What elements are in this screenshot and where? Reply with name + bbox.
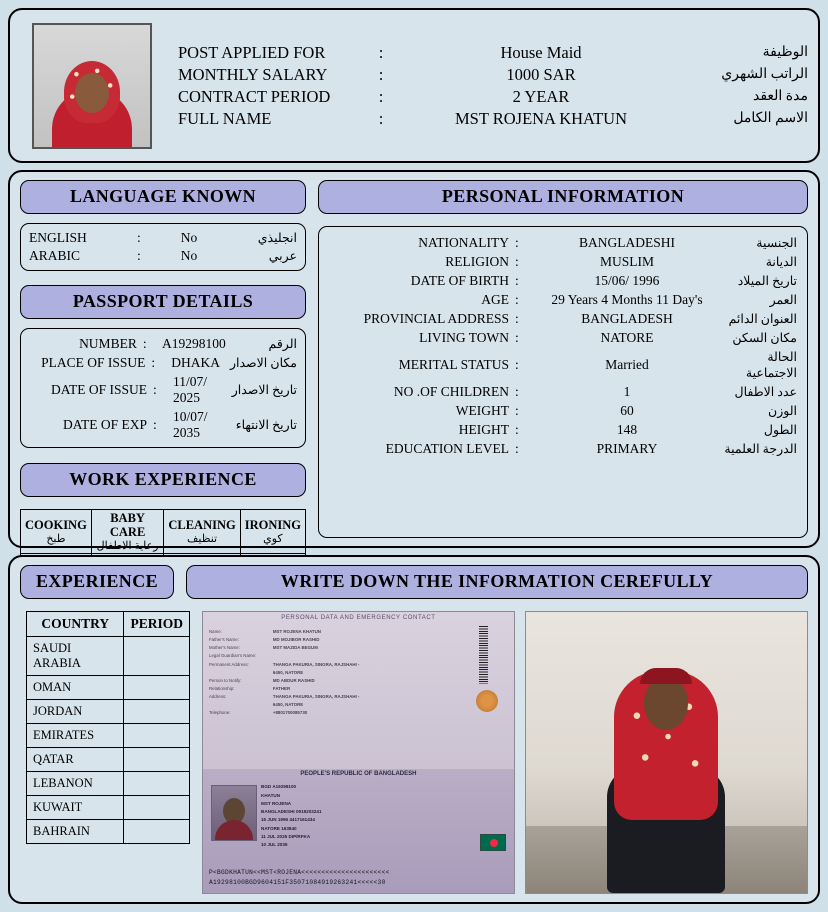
passport-details-title: PASSPORT DETAILS bbox=[20, 285, 306, 319]
header-row bbox=[178, 109, 808, 129]
post-applied-value: House Maid bbox=[500, 42, 582, 62]
passport-data-lines bbox=[261, 783, 508, 849]
country-cell: SAUDI ARABIA bbox=[27, 637, 124, 676]
colon: : bbox=[378, 108, 384, 128]
passport-data-line: MST ROJENA bbox=[261, 800, 292, 806]
table-row bbox=[27, 724, 190, 748]
table-row bbox=[27, 796, 190, 820]
children-label: NO .OF CHILDREN bbox=[393, 383, 509, 399]
write-down-title: WRITE DOWN THE INFORMATION CEREFULLY bbox=[186, 565, 808, 599]
col-country: COUNTRY bbox=[27, 612, 124, 637]
country-cell: QATAR bbox=[27, 748, 124, 772]
work-col-ironing: IRONING كوي bbox=[240, 510, 305, 554]
date-of-issue-label: DATE OF ISSUE bbox=[50, 381, 147, 397]
place-of-issue-value: DHAKA bbox=[171, 354, 221, 370]
experience-panel bbox=[8, 555, 820, 904]
date-of-exp-label: DATE OF EXP bbox=[62, 416, 147, 432]
scan-field: Mother's Name: MST MAZIDA BEGUM bbox=[209, 645, 318, 651]
colon: : bbox=[515, 272, 519, 288]
period-cell bbox=[124, 772, 190, 796]
colon: : bbox=[515, 440, 519, 456]
seal-icon bbox=[476, 690, 498, 712]
details-panel bbox=[8, 170, 820, 552]
colon: : bbox=[151, 354, 156, 370]
marital-status-arabic: الحالة الاجتماعية bbox=[745, 349, 797, 380]
period-cell bbox=[124, 748, 190, 772]
personal-information-title: PERSONAL INFORMATION bbox=[318, 180, 808, 214]
personal-row bbox=[329, 233, 797, 252]
colon: : bbox=[515, 234, 519, 250]
period-cell bbox=[124, 676, 190, 700]
age-value: 29 Years 4 Months 11 Day's bbox=[551, 291, 703, 307]
scan-field: Telephone: +8801700085730 bbox=[209, 710, 308, 716]
date-of-issue-value: 11/07/ 2025 bbox=[173, 373, 208, 405]
country-cell: EMIRATES bbox=[27, 724, 124, 748]
passport-data-line: BANGLADESHI 0919203241 bbox=[261, 809, 322, 815]
monthly-salary-label: MONTHLY SALARY bbox=[178, 64, 328, 84]
passport-scan-image bbox=[202, 611, 515, 894]
left-column bbox=[20, 180, 306, 552]
colon: : bbox=[378, 86, 384, 106]
col-period: PERIOD bbox=[124, 612, 190, 637]
english-arabic: انجليذي bbox=[257, 231, 297, 245]
personal-row bbox=[329, 309, 797, 328]
full-body-photo bbox=[525, 611, 808, 894]
language-known-title: LANGUAGE KNOWN bbox=[20, 180, 306, 214]
dob-value: 15/06/ 1996 bbox=[594, 272, 660, 288]
colon: : bbox=[137, 230, 141, 245]
country-cell: KUWAIT bbox=[27, 796, 124, 820]
children-value: 1 bbox=[623, 383, 631, 399]
weight-value: 60 bbox=[620, 402, 634, 418]
language-row bbox=[29, 229, 297, 247]
colon: : bbox=[515, 421, 519, 437]
country-cell: LEBANON bbox=[27, 772, 124, 796]
personal-row bbox=[329, 382, 797, 401]
full-name-arabic: الاسم الكامل bbox=[733, 111, 808, 126]
nationality-arabic: الجنسية bbox=[756, 235, 797, 250]
scan-field: Relationship: FATHER bbox=[209, 685, 291, 691]
passport-scan-top-title: PERSONAL DATA AND EMERGENCY CONTACT bbox=[281, 615, 436, 621]
colon: : bbox=[137, 248, 141, 263]
living-town-value: NATORE bbox=[600, 329, 654, 345]
personal-row bbox=[329, 328, 797, 347]
contract-period-label: CONTRACT PERIOD bbox=[178, 86, 331, 106]
arabic-value: No bbox=[180, 248, 198, 263]
passport-row bbox=[29, 353, 297, 372]
header-fields bbox=[178, 43, 808, 129]
post-applied-arabic: الوظيفة bbox=[762, 45, 808, 60]
work-col-cleaning: CLEANING تنظيف bbox=[164, 510, 240, 554]
passport-data-line: 10 JUL 2035 bbox=[261, 842, 288, 848]
dob-arabic: تاريخ الميلاد bbox=[737, 273, 797, 288]
passport-data-line: 11 JUL 2025 DIP/RFKA bbox=[261, 833, 311, 839]
living-town-label: LIVING TOWN bbox=[419, 329, 509, 345]
passport-data-line: 15 JUN 1996 4417161434 bbox=[261, 817, 315, 823]
personal-row bbox=[329, 439, 797, 458]
full-name-value: MST ROJENA KHATUN bbox=[454, 108, 628, 128]
period-cell bbox=[124, 820, 190, 844]
monthly-salary-value: 1000 SAR bbox=[506, 64, 576, 84]
passport-data-line: KHATUN bbox=[261, 792, 281, 798]
height-label: HEIGHT bbox=[458, 421, 509, 437]
full-name-label: FULL NAME bbox=[178, 108, 272, 128]
table-row bbox=[27, 637, 190, 676]
right-column bbox=[306, 180, 808, 538]
colon: : bbox=[515, 291, 519, 307]
document-images bbox=[202, 611, 808, 894]
arabic-arabic: عربي bbox=[268, 249, 297, 263]
passport-row bbox=[29, 407, 297, 442]
bangladesh-flag-icon bbox=[480, 834, 506, 851]
period-cell bbox=[124, 700, 190, 724]
post-applied-label: POST APPLIED FOR bbox=[178, 42, 326, 62]
passport-row bbox=[29, 372, 297, 407]
work-header-row bbox=[21, 510, 306, 554]
colon: : bbox=[378, 64, 384, 84]
language-row bbox=[29, 247, 297, 265]
date-of-issue-arabic: تاريخ الاصدار bbox=[231, 382, 297, 397]
colon: : bbox=[515, 329, 519, 345]
nationality-label: NATIONALITY bbox=[418, 234, 509, 250]
language-known-box bbox=[20, 223, 306, 271]
barcode-icon bbox=[479, 626, 488, 684]
passport-data-line: NATORE 163840 bbox=[261, 825, 297, 831]
children-arabic: عدد الاطفال bbox=[734, 384, 797, 399]
header-row bbox=[178, 43, 808, 63]
scan-field: Name: MST ROJENA KHATUN bbox=[209, 629, 321, 634]
table-row bbox=[27, 820, 190, 844]
table-row bbox=[27, 772, 190, 796]
date-of-exp-arabic: تاريخ الانتهاء bbox=[235, 417, 297, 432]
nationality-value: BANGLADESHI bbox=[579, 234, 675, 250]
religion-arabic: الديانة bbox=[765, 254, 797, 269]
provincial-address-label: PROVINCIAL ADDRESS bbox=[363, 310, 509, 326]
table-row bbox=[27, 676, 190, 700]
contract-period-value: 2 YEAR bbox=[512, 86, 570, 106]
scan-field: Father's Name: MD MOJIBOR RASHID bbox=[209, 637, 320, 643]
mrz-line-1: P<BGDKHATUN<<MST<ROJENA<<<<<<<<<<<<<<<<<<<<<< bbox=[209, 868, 390, 876]
personal-information-box bbox=[318, 226, 808, 538]
table-row bbox=[27, 700, 190, 724]
experience-body bbox=[20, 611, 808, 894]
scan-field: Person to Notify: MD ABDUR RASHID bbox=[209, 677, 315, 683]
age-label: AGE bbox=[481, 291, 509, 307]
period-cell bbox=[124, 796, 190, 820]
scan-field: Legal Guardian's Name: bbox=[209, 653, 257, 659]
mrz-line-2: A19298100BGD9604151F35071084919263241<<<<<30 bbox=[209, 879, 386, 887]
table-header-row bbox=[27, 612, 190, 637]
experience-headers bbox=[20, 565, 808, 599]
date-of-exp-value: 10/07/ 2035 bbox=[173, 408, 208, 440]
place-of-issue-arabic: مكان الاصدار bbox=[229, 355, 297, 370]
colon: : bbox=[515, 383, 519, 399]
period-cell bbox=[124, 637, 190, 676]
experience-table bbox=[26, 611, 190, 844]
personal-row bbox=[329, 347, 797, 382]
arabic-label: ARABIC bbox=[29, 248, 81, 263]
weight-label: WEIGHT bbox=[455, 402, 509, 418]
dob-label: DATE OF BIRTH bbox=[410, 272, 509, 288]
place-of-issue-label: PLACE OF ISSUE bbox=[41, 354, 146, 370]
provincial-address-arabic: العنوان الدائم bbox=[728, 311, 797, 326]
header-row bbox=[178, 65, 808, 85]
scan-field: Address: THANGA PAKURIA, SINGRA, RAJSHAHI - 6450, NATORE bbox=[209, 694, 360, 708]
religion-value: MUSLIM bbox=[599, 253, 654, 269]
monthly-salary-arabic: الراتب الشهري bbox=[721, 67, 808, 82]
passport-scan-fields bbox=[209, 628, 371, 718]
passport-number-value: A19298100 bbox=[161, 335, 226, 351]
work-experience-title: WORK EXPERIENCE bbox=[20, 463, 306, 497]
scan-field: Permanent Address: THANGA PAKURIA, SINGRA, RAJSHAHI - 6450, NATORE bbox=[209, 661, 360, 675]
personal-row bbox=[329, 290, 797, 309]
height-arabic: الطول bbox=[763, 422, 797, 437]
country-cell: BAHRAIN bbox=[27, 820, 124, 844]
header-row bbox=[178, 87, 808, 107]
passport-photo bbox=[211, 785, 257, 841]
passport-data-line: BGD A19298100 bbox=[261, 784, 297, 790]
period-cell bbox=[124, 724, 190, 748]
living-town-arabic: مكان السكن bbox=[732, 330, 797, 345]
passport-row bbox=[29, 334, 297, 353]
contract-period-arabic: مدة العقد bbox=[752, 89, 808, 104]
passport-country-title: PEOPLE'S REPUBLIC OF BANGLADESH bbox=[300, 771, 417, 778]
personal-row bbox=[329, 401, 797, 420]
table-row bbox=[27, 748, 190, 772]
colon: : bbox=[515, 356, 519, 372]
applicant-header-panel bbox=[8, 8, 820, 163]
personal-row bbox=[329, 252, 797, 271]
colon: : bbox=[153, 416, 157, 432]
country-cell: OMAN bbox=[27, 676, 124, 700]
marital-status-label: MERITAL STATUS bbox=[398, 356, 509, 372]
work-col-cooking: COOKING طبخ bbox=[21, 510, 92, 554]
colon: : bbox=[515, 402, 519, 418]
religion-label: RELIGION bbox=[445, 253, 509, 269]
passport-number-arabic: الرقم bbox=[268, 336, 297, 351]
passport-number-label: NUMBER bbox=[79, 335, 137, 351]
marital-status-value: Married bbox=[605, 356, 649, 372]
personal-row bbox=[329, 271, 797, 290]
experience-title: EXPERIENCE bbox=[20, 565, 174, 599]
education-level-label: EDUCATION LEVEL bbox=[385, 440, 509, 456]
english-label: ENGLISH bbox=[29, 230, 87, 245]
colon: : bbox=[515, 253, 519, 269]
colon: : bbox=[142, 335, 147, 351]
colon: : bbox=[515, 310, 519, 326]
passport-details-box bbox=[20, 328, 306, 448]
age-arabic: العمر bbox=[769, 292, 797, 307]
mrz-lines bbox=[209, 868, 508, 889]
personal-row bbox=[329, 420, 797, 439]
education-level-value: PRIMARY bbox=[596, 440, 658, 456]
work-col-babycare: BABY CARE رعاية الاطفال bbox=[91, 510, 164, 554]
colon: : bbox=[153, 381, 157, 397]
education-level-arabic: الدرجة العلمية bbox=[724, 441, 797, 456]
weight-arabic: الوزن bbox=[768, 403, 797, 418]
applicant-photo bbox=[32, 23, 152, 149]
country-cell: JORDAN bbox=[27, 700, 124, 724]
colon: : bbox=[378, 42, 384, 62]
height-value: 148 bbox=[616, 421, 638, 437]
provincial-address-value: BANGLADESH bbox=[581, 310, 673, 326]
english-value: No bbox=[180, 230, 198, 245]
